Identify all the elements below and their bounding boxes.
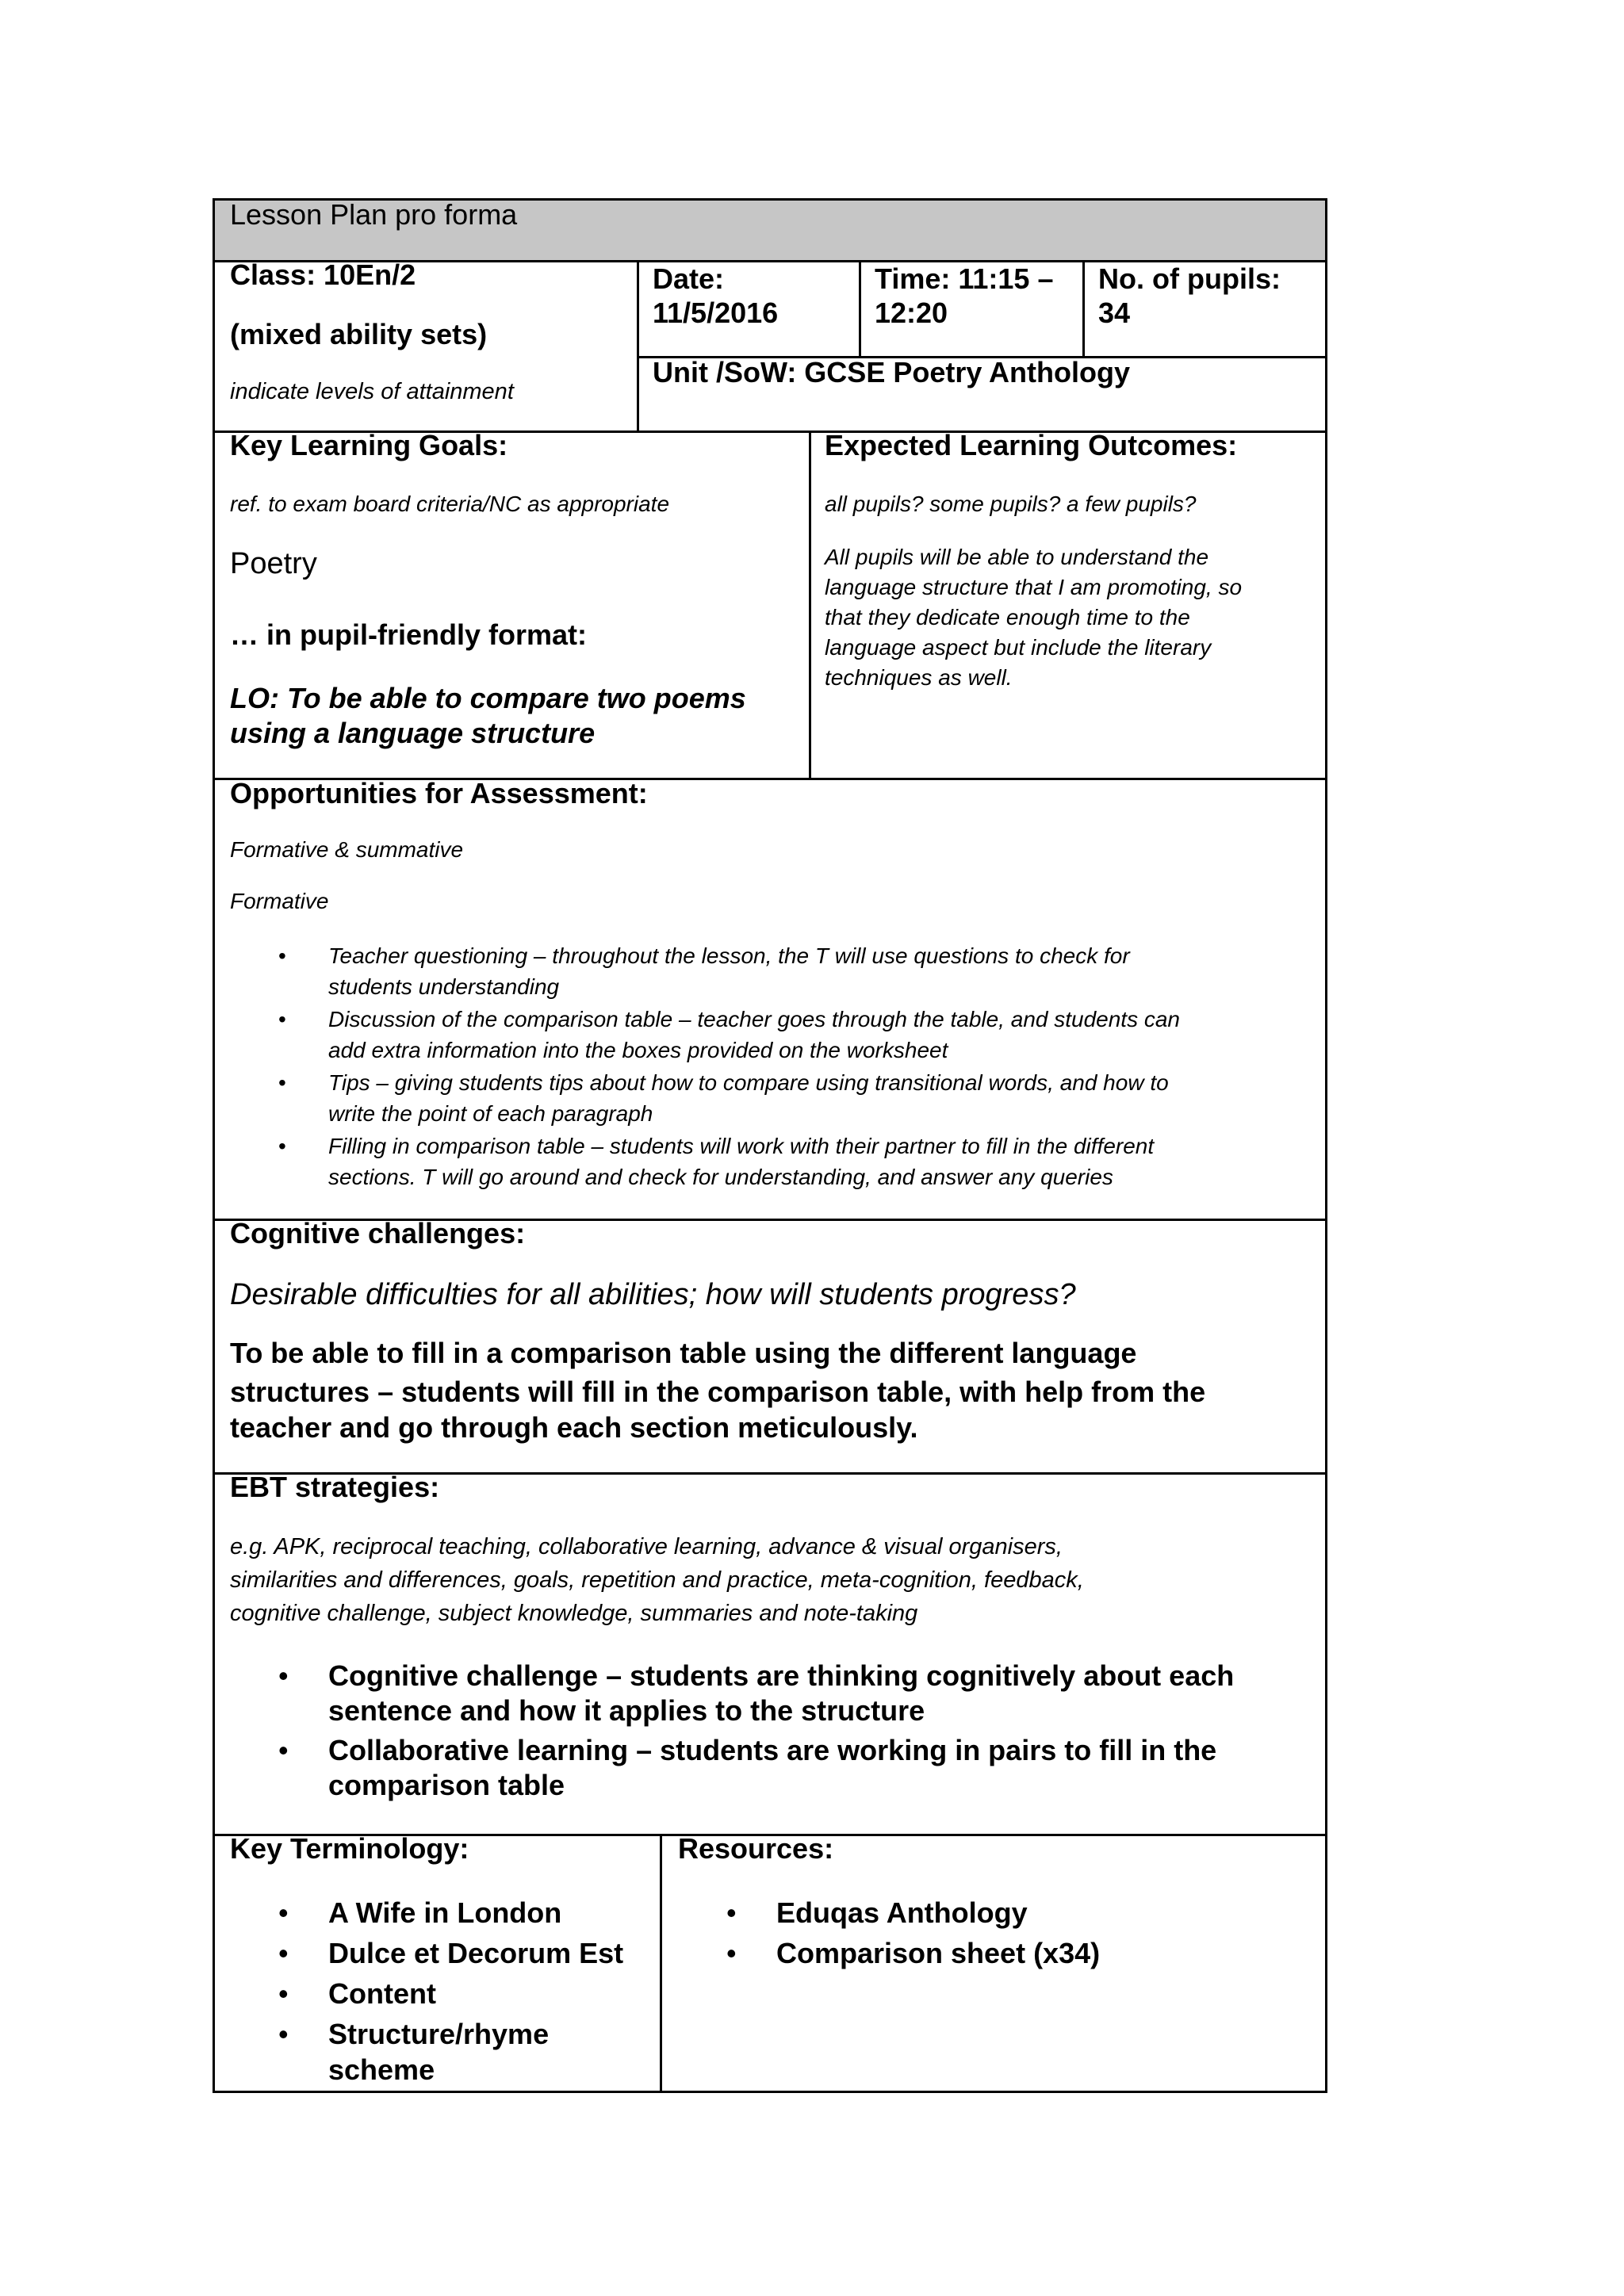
bullet-icon: • (278, 1007, 286, 1031)
bullet-icon: • (278, 1896, 289, 1929)
unit-label: Unit /SoW: GCSE Poetry Anthology (653, 356, 1130, 388)
pupil-friendly-label: … in pupil-friendly format: (230, 618, 587, 651)
time-label: Time: 11:15 – (875, 262, 1054, 295)
outcomes-line: All pupils will be able to understand the (825, 545, 1209, 569)
bullet-icon: • (278, 1134, 286, 1158)
resources-heading: Resources: (678, 1832, 834, 1865)
ebt-heading: EBT strategies: (230, 1471, 440, 1503)
ebt-example: similarities and differences, goals, repetition and practice, meta-cognition, feedback, (230, 1567, 1084, 1593)
terminology-item: Content (328, 1977, 436, 2010)
rule (637, 260, 639, 433)
resources-item: Eduqas Anthology (776, 1896, 1028, 1929)
terminology-item: A Wife in London (328, 1896, 562, 1929)
page-title: Lesson Plan pro forma (230, 198, 518, 231)
date-value: 11/5/2016 (653, 297, 779, 329)
resources-item: Comparison sheet (x34) (776, 1937, 1101, 1969)
sets-label: (mixed ability sets) (230, 318, 488, 350)
rule (660, 1834, 662, 2093)
cognitive-line: structures – students will fill in the comparison table, with help from the (230, 1376, 1206, 1408)
assessment-item: Tips – giving students tips about how to compare using transitional words, and how to (328, 1070, 1169, 1095)
outcomes-line: that they dedicate enough time to the (825, 605, 1190, 629)
bullet-icon: • (278, 1734, 289, 1766)
assessment-item: Discussion of the comparison table – teacher goes through the table, and students can (328, 1007, 1181, 1031)
assessment-item-cont: sections. T will go around and check for understanding, and answer any queries (328, 1165, 1113, 1189)
cognitive-heading: Cognitive challenges: (230, 1217, 526, 1249)
pupils-label: No. of pupils: (1098, 262, 1281, 295)
ebt-example: e.g. APK, reciprocal teaching, collaborative learning, advance & visual organisers, (230, 1534, 1063, 1559)
levels-note: indicate levels of attainment (230, 379, 514, 404)
bullet-icon: • (278, 1070, 286, 1095)
ebt-item: Collaborative learning – students are working in pairs to fill in the (328, 1734, 1217, 1766)
goals-ref: ref. to exam board criteria/NC as appropriate (230, 492, 670, 516)
pupils-value: 34 (1098, 297, 1131, 329)
assessment-item: Filling in comparison table – students will work with their partner to fill in the different (328, 1134, 1155, 1158)
ebt-item-cont: comparison table (328, 1769, 565, 1801)
assessment-item-cont: students understanding (328, 974, 560, 999)
ebt-example: cognitive challenge, subject knowledge, summaries and note-taking (230, 1601, 918, 1626)
assessment-type: Formative & summative (230, 837, 464, 862)
time-value: 12:20 (875, 297, 948, 329)
terminology-item: Structure/rhyme (328, 2018, 550, 2050)
outcomes-line: language aspect but include the literary (825, 635, 1212, 660)
outcomes-line: techniques as well. (825, 665, 1013, 690)
bullet-icon: • (278, 943, 286, 968)
assessment-sub: Formative (230, 889, 329, 913)
goals-heading: Key Learning Goals: (230, 429, 508, 461)
assessment-item: Teacher questioning – throughout the lesson, the T will use questions to check for (328, 943, 1130, 968)
date-label: Date: (653, 262, 725, 295)
terminology-heading: Key Terminology: (230, 1832, 469, 1865)
rule (859, 260, 861, 358)
ebt-item-cont: sentence and how it applies to the structure (328, 1694, 925, 1727)
goals-topic: Poetry (230, 547, 317, 580)
cognitive-prompt: Desirable difficulties for all abilities; how will students progress? (230, 1278, 1076, 1311)
lo-line-1: LO: To be able to compare two poems (230, 682, 746, 714)
outcomes-line: language structure that I am promoting, so (825, 575, 1243, 599)
assessment-heading: Opportunities for Assessment: (230, 777, 648, 809)
outcomes-heading: Expected Learning Outcomes: (825, 429, 1238, 461)
terminology-item: Dulce et Decorum Est (328, 1937, 624, 1969)
assessment-item-cont: add extra information into the boxes provided on the worksheet (328, 1038, 948, 1062)
class-label: Class: 10En/2 (230, 258, 416, 291)
bullet-icon: • (278, 2018, 289, 2050)
rule (809, 430, 811, 780)
bullet-icon: • (278, 1659, 289, 1692)
outcomes-prompt: all pupils? some pupils? a few pupils? (825, 492, 1197, 516)
bullet-icon: • (278, 1937, 289, 1969)
bullet-icon: • (726, 1896, 737, 1929)
terminology-item-cont: scheme (328, 2053, 435, 2086)
cognitive-line: teacher and go through each section meticulously. (230, 1411, 918, 1444)
bullet-icon: • (726, 1937, 737, 1969)
lo-line-2: using a language structure (230, 717, 596, 749)
assessment-item-cont: write the point of each paragraph (328, 1101, 653, 1126)
bullet-icon: • (278, 1977, 289, 2010)
rule (1082, 260, 1085, 358)
ebt-item: Cognitive challenge – students are thinking cognitively about each (328, 1659, 1235, 1692)
cognitive-line: To be able to fill in a comparison table using the different language (230, 1337, 1137, 1369)
